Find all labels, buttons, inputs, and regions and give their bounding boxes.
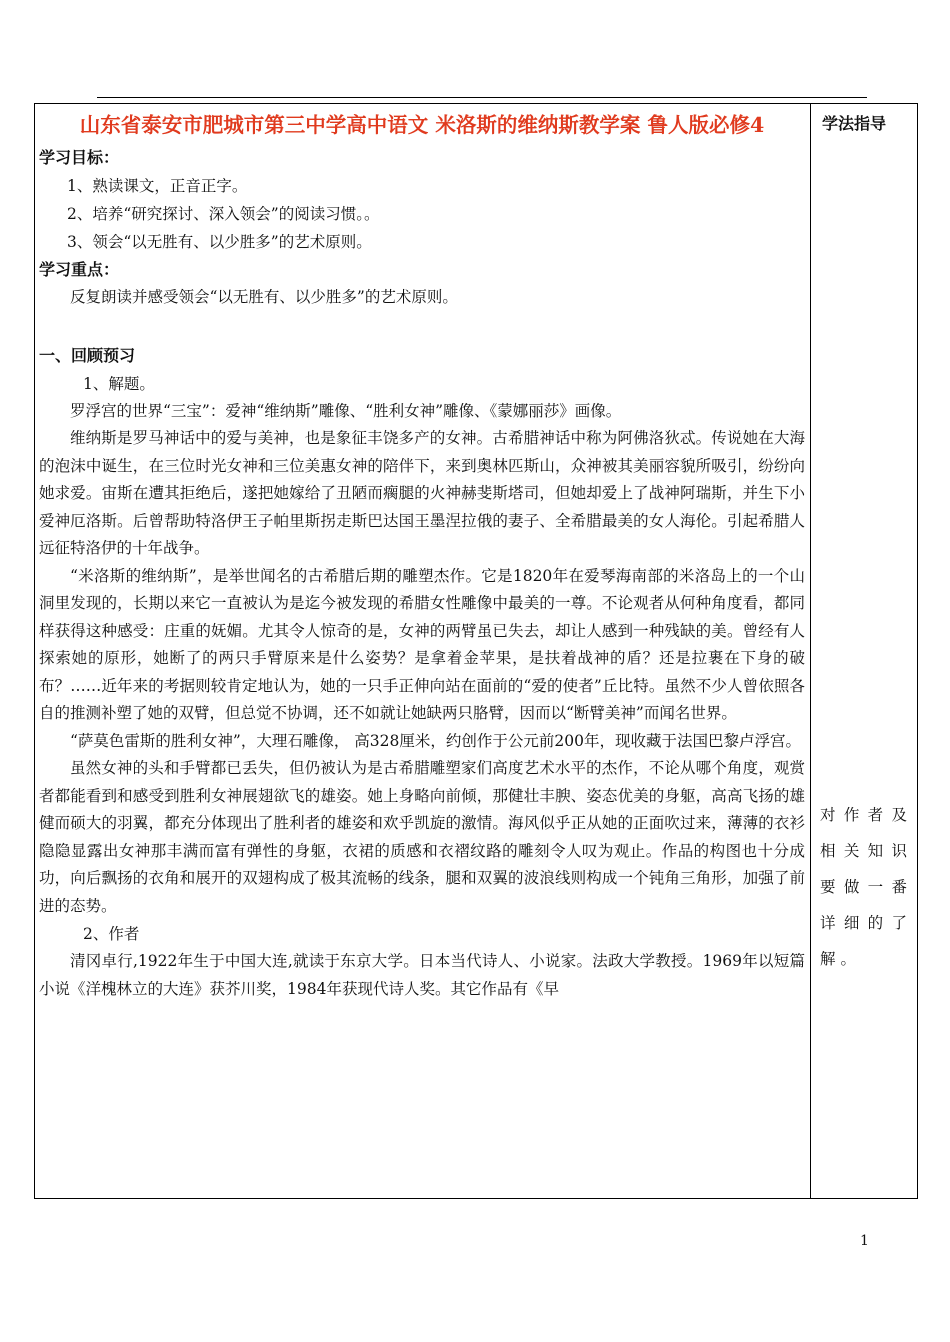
header-rule [97, 97, 867, 98]
lesson-table [34, 103, 918, 1199]
body-paragraph: “萨莫色雷斯的胜利女神”，大理石雕像， 高328厘米，约创作于公元前200年，现收藏于法国巴黎卢浮宫。 [70, 731, 801, 750]
author-paragraph: 清冈卓行,1922年生于中国大连,就读于东京大学。日本当代诗人、小说家。法政大学教授。1969年以短篇小说《洋槐林立的大连》获芥川奖，1984年获现代诗人奖。其它作品有《早 [39, 952, 805, 998]
body-paragraph: “米洛斯的维纳斯”，是举世闻名的古希腊后期的雕塑杰作。它是1820年在爱琴海南部的米洛岛上的一个山洞里发现的，长期以来它一直被认为是迄今被发现的希腊女性雕像中最美的一尊。不论观者从何种角度看，都同样获得这种感受：庄重的妩媚。尤其令人惊奇的是，女神的两臂虽已失去，却让人感到一种残缺的美。曾经有人探索她的原形，她断了的两只手臂原来是什么姿势？是拿着金苹果，是扶着战神的盾？还是拉裹在下身的破布？……近年来的考据则较肯定地认为，她的一只手正伸向站在面前的“爱的使者”丘比特。虽然不少人曾依照各自的推测补塑了她的双臂，但总觉不协调，还不如就让她缺两只胳臂，因而以“断臂美神”而闻名世界。 [39, 566, 805, 722]
column-divider [810, 104, 811, 1198]
objective-item: 3、领会“以无胜有、以少胜多”的艺术原则。 [67, 233, 372, 251]
main-column [39, 108, 805, 1003]
focus-text: 反复朗读并感受领会“以无胜有、以少胜多”的艺术原则。 [70, 288, 458, 306]
page-number: 1 [860, 1233, 869, 1249]
subsection-title: 2、作者 [83, 925, 140, 943]
side-header: 学法指导 [822, 114, 887, 133]
focus-heading: 学习重点： [39, 260, 120, 279]
side-column [815, 104, 915, 1198]
document-title: 山东省泰安市肥城市第三中学高中语文 米洛斯的维纳斯教学案 鲁人版必修4 [79, 113, 765, 137]
objective-item: 1、熟读课文，正音正字。 [67, 177, 248, 195]
objectives-heading: 学习目标： [39, 148, 120, 167]
subsection-title: 1、解题。 [83, 374, 155, 393]
body-paragraph: 罗浮宫的世界“三宝”：爱神“维纳斯”雕像、“胜利女神”雕像、《蒙娜丽莎》画像。 [70, 401, 622, 420]
side-note: 对作者及相关知识要做一番详细的了解。 [820, 806, 912, 968]
body-paragraph: 维纳斯是罗马神话中的爱与美神，也是象征丰饶多产的女神。古希腊神话中称为阿佛洛狄忒。传说她在大海的泡沫中诞生，在三位时光女神和三位美惠女神的陪伴下，来到奥林匹斯山，众神被其美丽容貌所吸引，纷纷向她求爱。宙斯在遭其拒绝后，遂把她嫁给了丑陋而瘸腿的火神赫斐斯塔司，但她却爱上了战神阿瑞斯，并生下小爱神厄洛斯。后曾帮助特洛伊王子帕里斯拐走斯巴达国王墨涅拉俄的妻子、全希腊最美的女人海伦。引起希腊人远征特洛伊的十年战争。 [39, 429, 805, 557]
review-heading: 一、回顾预习 [39, 345, 136, 365]
objective-item: 2、培养“研究探讨、深入领会”的阅读习惯。。 [67, 205, 380, 223]
body-paragraph: 虽然女神的头和手臂都已丢失，但仍被认为是古希腊雕塑家们高度艺术水平的杰作，不论从哪个角度，观赏者都能看到和感受到胜利女神展翅欲飞的雄姿。她上身略向前倾，那健壮丰腴、姿态优美的身躯，高高飞扬的雄健而硕大的羽翼，都充分体现出了胜利者的雄姿和欢乎凯旋的激情。海风似乎正从她的正面吹过来，薄薄的衣衫隐隐显露出女神那丰满而富有弹性的身躯，衣裙的质感和衣褶纹路的雕刻令人叹为观止。作品的构图也十分成功，向后飘扬的衣角和展开的双翅构成了极其流畅的线条，腿和双翼的波浪线则构成一个钝角三角形，加强了前进的态势。 [39, 759, 805, 915]
